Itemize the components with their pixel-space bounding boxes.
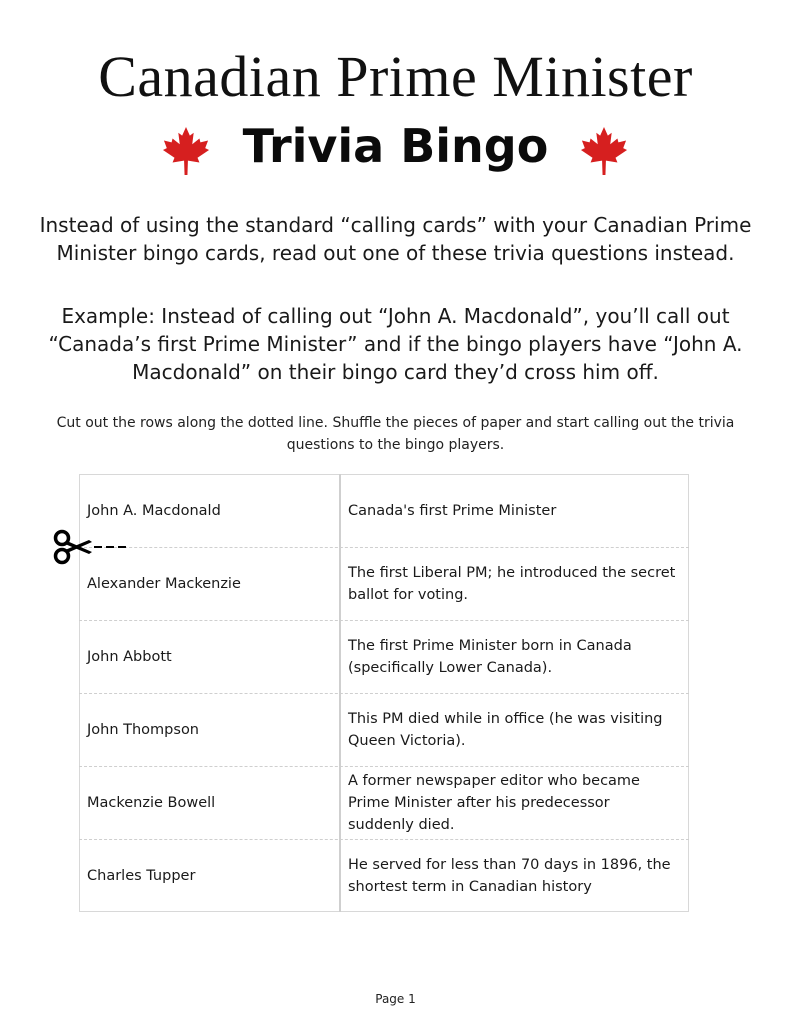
- maple-leaf-icon: [580, 126, 628, 176]
- table-row: [79, 693, 689, 766]
- scissors-icon: [52, 528, 142, 566]
- pm-name: Alexander Mackenzie: [87, 575, 241, 592]
- table-row: [79, 766, 689, 839]
- trivia-clue: This PM died while in office (he was visiting Queen Victoria).: [348, 710, 663, 749]
- table-row: [79, 839, 689, 912]
- trivia-clue: The first Prime Minister born in Canada (specifically Lower Canada).: [348, 637, 632, 676]
- intro-paragraph: Instead of using the standard “calling cards” with your Canadian Prime Minister bingo cards, read out one of these trivia questions instead.: [39, 213, 752, 265]
- pm-name: John Thompson: [87, 721, 199, 738]
- subtitle: Trivia Bingo: [242, 119, 549, 173]
- page-title: Canadian Prime Minister: [98, 44, 693, 109]
- subtitle-row: [0, 112, 791, 182]
- example-paragraph: Example: Instead of calling out “John A. Macdonald”, you’ll call out “Canada’s first Prime Minister” and if the bingo players have “John A. Macdonald” on their bingo card they’d cross him off.: [48, 304, 743, 384]
- trivia-clue: Canada's first Prime Minister: [348, 502, 557, 519]
- pm-name: Charles Tupper: [87, 867, 196, 884]
- trivia-clue: The first Liberal PM; he introduced the secret ballot for voting.: [348, 564, 676, 603]
- pm-name: John A. Macdonald: [87, 502, 221, 519]
- instructions-text: Cut out the rows along the dotted line. Shuffle the pieces of paper and start calling out the trivia questions to the bingo players.: [56, 415, 735, 453]
- pm-name: Mackenzie Bowell: [87, 794, 216, 811]
- table-row: [79, 620, 689, 693]
- table-row: [79, 474, 689, 547]
- page-number: Page 1: [375, 992, 416, 1006]
- table-row: [79, 547, 689, 620]
- pm-name: John Abbott: [87, 648, 172, 665]
- trivia-clue: A former newspaper editor who became Prime Minister after his predecessor suddenly died.: [348, 772, 640, 833]
- trivia-clue: He served for less than 70 days in 1896, the shortest term in Canadian history: [348, 856, 671, 895]
